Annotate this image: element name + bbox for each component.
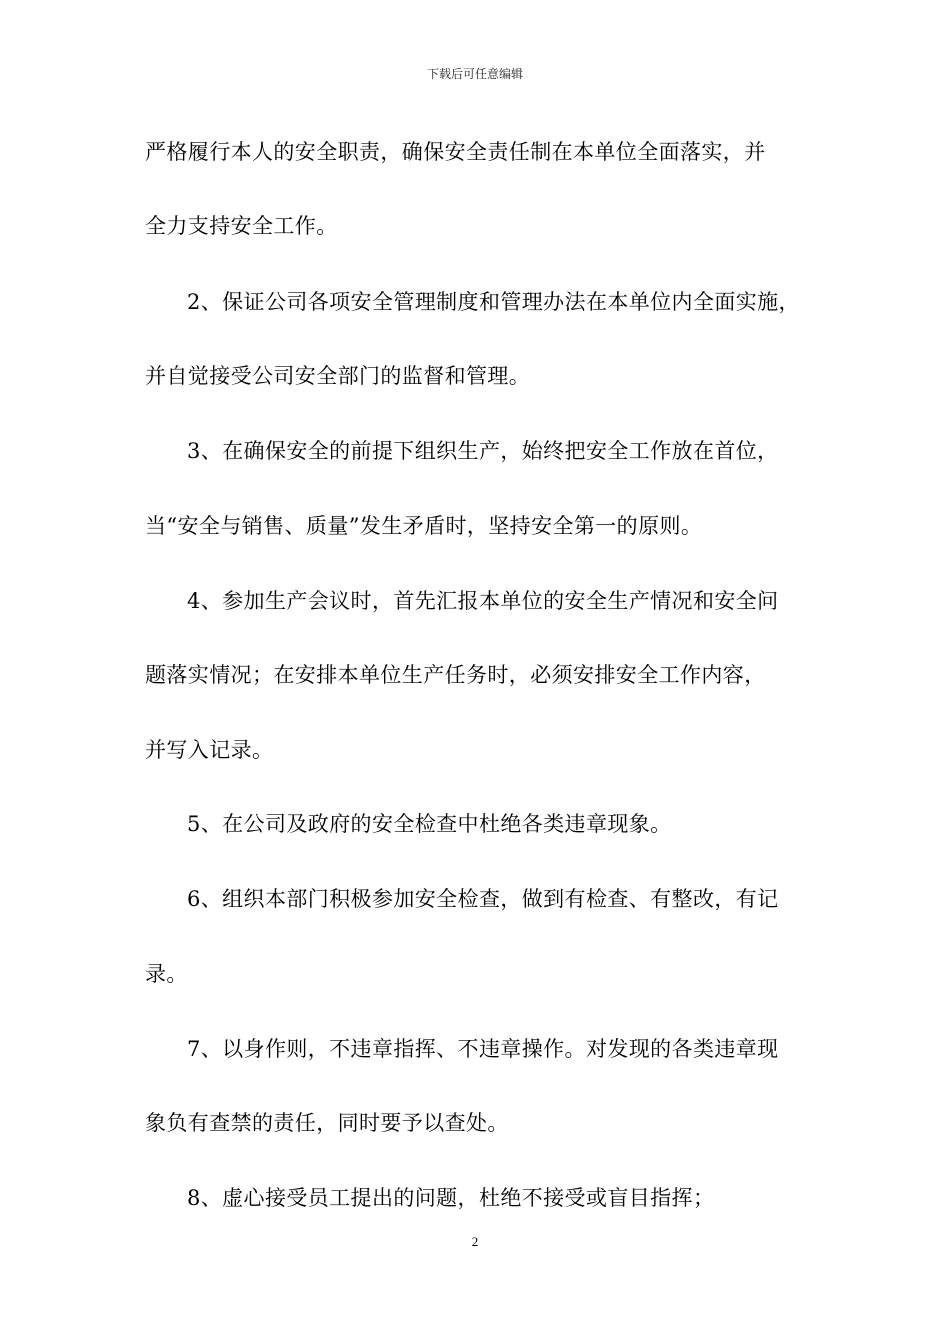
text-line: 并写入记录。: [145, 738, 274, 762]
paragraph-3-line: 3、在确保安全的前提下组织生产，始终把安全工作放在首位，: [187, 439, 779, 463]
paragraph-4-line: 4、参加生产会议时，首先汇报本单位的安全生产情况和安全问: [187, 589, 779, 613]
page-number: 2: [471, 1234, 479, 1249]
paragraph-7-line: 7、以身作则，不违章指挥、不违章操作。对发现的各类违章现: [187, 1037, 779, 1061]
paragraph-2-line: 2、保证公司各项安全管理制度和管理办法在本单位内全面实施，: [187, 290, 800, 314]
text-line: 严格履行本人的安全职责，确保安全责任制在本单位全面落实，并: [145, 140, 766, 164]
text-line: 录。: [145, 962, 188, 986]
text-line: 全力支持安全工作。: [145, 214, 338, 238]
paragraph-8-line: 8、虚心接受员工提出的问题，杜绝不接受或盲目指挥；: [187, 1186, 715, 1210]
text-line: 象负有查禁的责任，同时要予以查处。: [145, 1111, 509, 1135]
text-line: 题落实情况；在安排本单位生产任务时，必须安排安全工作内容，: [145, 663, 766, 687]
text-line: 并自觉接受公司安全部门的监督和管理。: [145, 364, 531, 388]
paragraph-5-line: 5、在公司及政府的安全检查中杜绝各类违章现象。: [187, 812, 672, 836]
paragraph-6-line: 6、组织本部门积极参加安全检查，做到有检查、有整改，有记: [187, 887, 779, 911]
text-line: 当“安全与销售、质量”发生矛盾时，坚持安全第一的原则。: [145, 514, 703, 538]
page-header: 下载后可任意编辑: [426, 67, 523, 81]
